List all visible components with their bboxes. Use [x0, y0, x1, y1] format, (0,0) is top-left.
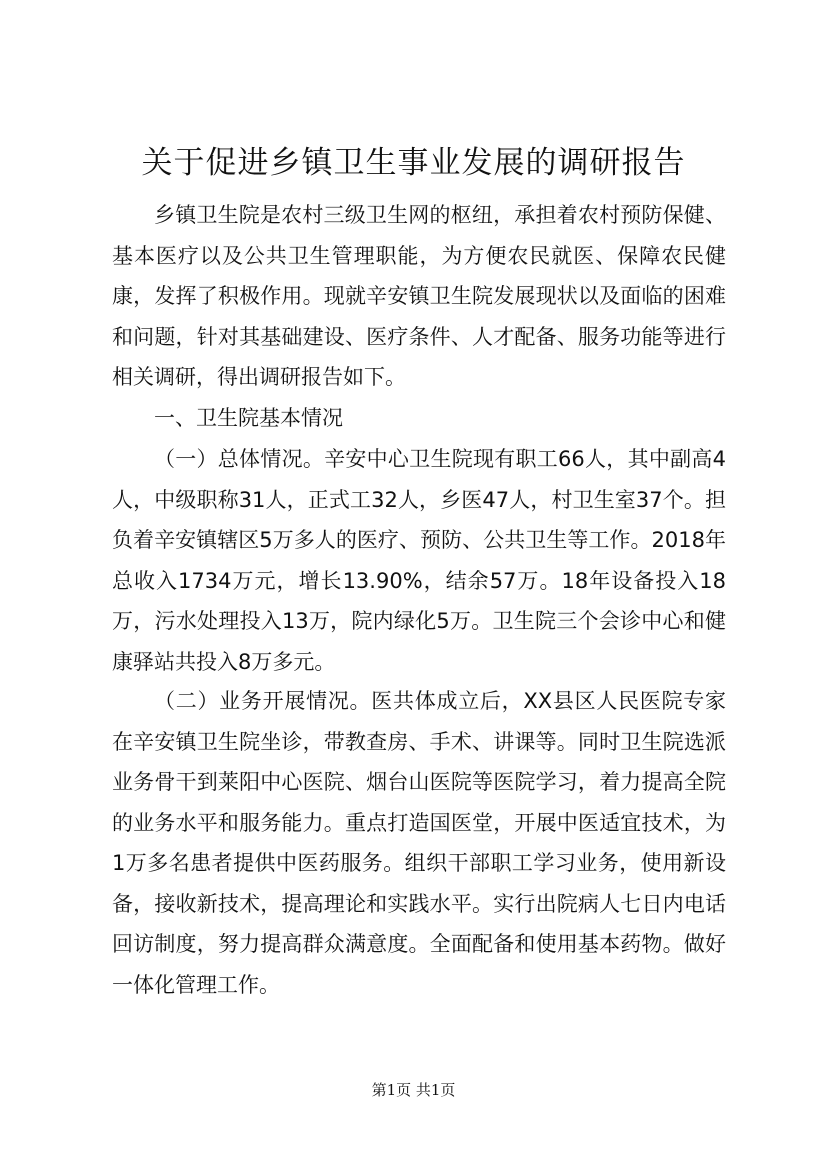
- intro-paragraph-block: [112, 195, 726, 398]
- intro-paragraph: 乡镇卫生院是农村三级卫生网的枢纽，承担着农村预防保健、基本医疗以及公共卫生管理职能，为方便农民就医、保障农民健康，发挥了积极作用。现就辛安镇卫生院发展现状以及面临的困难和问题，针对其基础建设、医疗条件、人才配备、服务功能等进行相关调研，得出调研报告如下。: [112, 203, 726, 389]
- overall-situation-paragraph: （一）总体情况。辛安中心卫生院现有职工66人，其中副高4人，中级职称31人，正式工32人，乡医47人，村卫生室37个。担负着辛安镇辖区5万多人的医疗、预防、公共卫生等工作。2018年总收入1734万元，增长13.90%，结余57万。18年设备投入18万，污水处理投入13万，院内绿化5万。卫生院三个会诊中心和健康驿站共投入8万多元。: [112, 447, 726, 674]
- section-heading-block: [112, 398, 726, 439]
- overall-situation-block: [112, 439, 726, 682]
- document-title: 关于促进乡镇卫生事业发展的调研报告: [141, 145, 686, 181]
- page-footer: 第1页 共1页: [371, 1081, 456, 1099]
- section-heading-basic-situation: 一、卫生院基本情况: [154, 406, 343, 430]
- business-development-block: [112, 681, 726, 1005]
- business-development-paragraph: （二）业务开展情况。医共体成立后，XX县区人民医院专家在辛安镇卫生院坐诊，带教查房、手术、讲课等。同时卫生院选派业务骨干到莱阳中心医院、烟台山医院等医院学习，着力提高全院的业务水平和服务能力。重点打造国医堂，开展中医适宜技术，为1万多名患者提供中医药服务。组织干部职工学习业务，使用新设备，接收新技术，提高理论和实践水平。实行出院病人七日内电话回访制度，努力提高群众满意度。全面配备和使用基本药物。做好一体化管理工作。: [112, 689, 726, 997]
